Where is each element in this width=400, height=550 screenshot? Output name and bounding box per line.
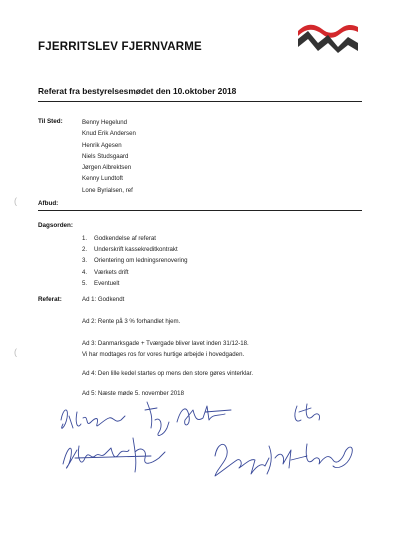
company-name: FJERRITSLEV FJERNVARME [38, 41, 202, 53]
agenda-item: 3. Orientering om ledningsrenovering [82, 257, 188, 265]
signature [145, 402, 169, 435]
title-divider [38, 101, 362, 102]
agenda-list [82, 233, 188, 289]
minutes-line: Ad 4: Den lille kedel startes op mens den store gøres vinterklar. [82, 370, 254, 377]
hole-punch-mark: ( [14, 347, 17, 357]
minutes-line: Ad 2: Rente på 3 % forhandlet hjem. [82, 318, 181, 325]
attendee-name: Kenny Lundtoft [82, 175, 123, 183]
absent-divider [38, 210, 362, 211]
attendee-name: Niels Studsgaard [82, 152, 129, 160]
absent-label: Afbud: [38, 200, 59, 207]
minutes-label: Referat: [38, 296, 62, 303]
signature [61, 410, 125, 428]
agenda-item: 2. Underskrift kassekreditkontrakt [82, 246, 178, 254]
attendee-name: Lone Byrialsen, ref [82, 186, 133, 194]
attendee-name: Knud Erik Andersen [82, 130, 136, 138]
document-title: Referat fra bestyrelsesmødet den 10.oktober 2018 [38, 86, 237, 96]
agenda-item: 4. Værkets drift [82, 268, 129, 276]
present-label: Til Sted: [38, 118, 63, 125]
attendee-list [82, 117, 136, 196]
signature-block [55, 398, 365, 488]
minutes-line: Ad 5: Næste møde 5. november 2018 [82, 390, 184, 397]
minutes-line: Ad 3: Danmarksgade + Tværgade bliver lavet inden 31/12-18. [82, 340, 249, 347]
minutes-line: Ad 1: Godkendt [82, 296, 125, 303]
signature [63, 438, 165, 472]
agenda-item: 5. Eventuelt [82, 279, 120, 287]
signature [215, 444, 352, 476]
signature [295, 404, 320, 421]
signature [177, 406, 231, 425]
hole-punch-mark: ( [14, 196, 17, 206]
attendee-name: Jørgen Albrektsen [82, 164, 132, 172]
attendee-name: Benny Hegelund [82, 119, 128, 126]
company-logo [296, 21, 360, 53]
minutes-line: Vi har modtages ros for vores hurtige arbejde i hovedgaden. [82, 351, 245, 358]
agenda-label: Dagsorden: [38, 222, 73, 229]
attendee-name: Henrik Agesen [82, 141, 122, 149]
agenda-item: 1. Godkendelse af referat [82, 235, 156, 242]
